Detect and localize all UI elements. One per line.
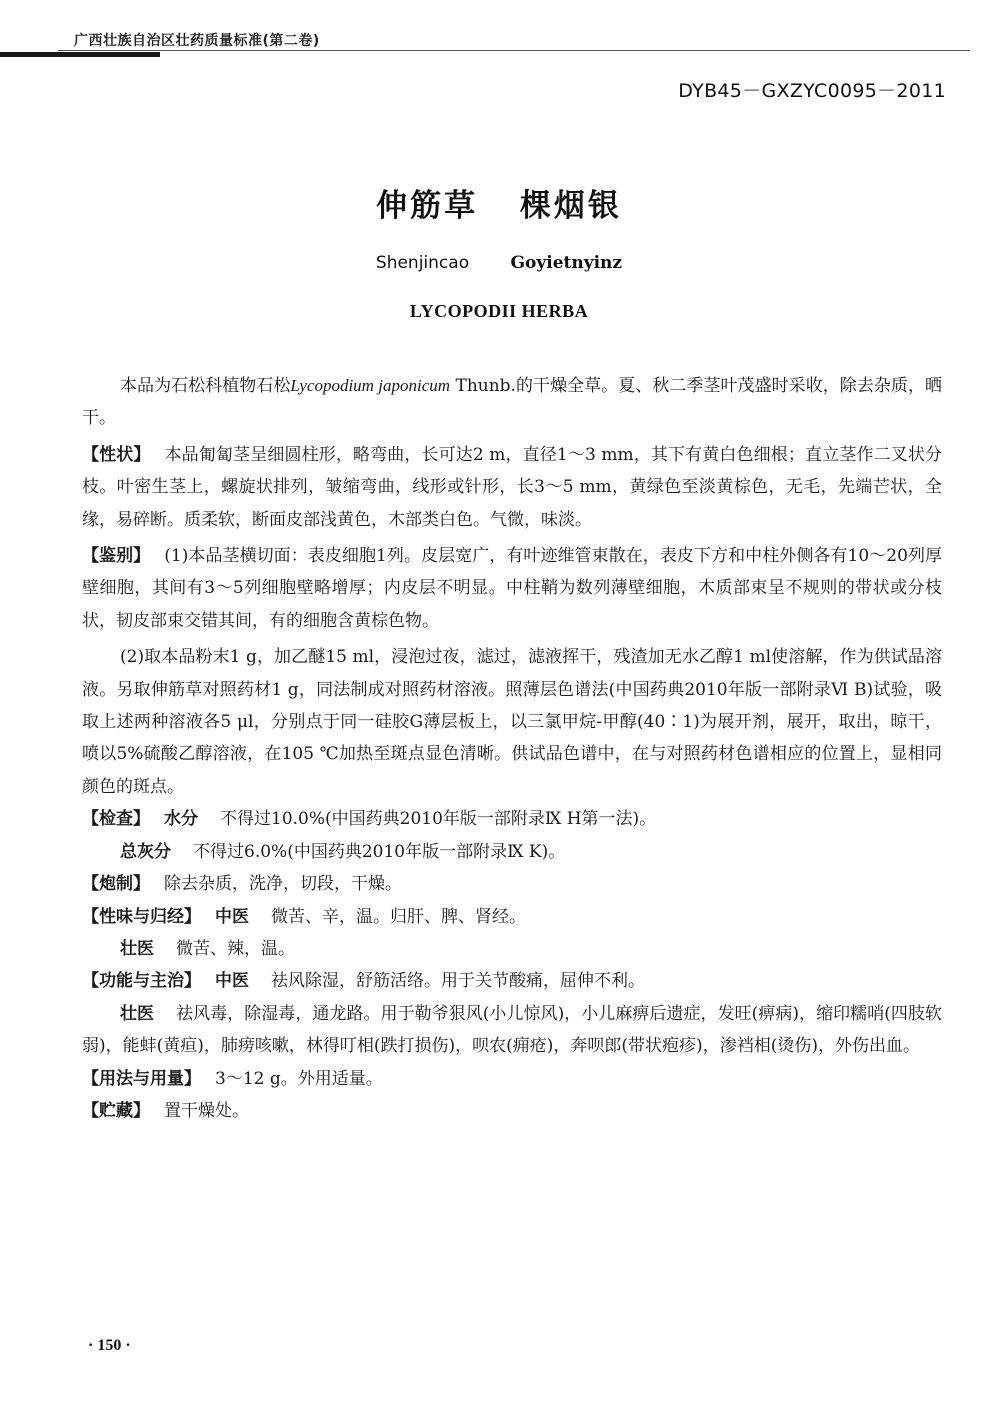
- section-function: [82, 965, 942, 997]
- section-label-property: 【性味与归经】: [82, 906, 201, 927]
- header-rule: [58, 50, 970, 51]
- species-name: Lycopodium japonicum: [290, 376, 451, 395]
- property-tcm-label: 中医: [215, 906, 249, 927]
- property-zhuang-text: 微苦、辣，温。: [176, 938, 295, 959]
- description-text: 本品匍匐茎呈细圆柱形，略弯曲，长可达2 m，直径1～3 mm，其下有黄白色细根；直立茎作二叉状分枝。叶密生茎上，螺旋状排列，皱缩弯曲，线形或针形，长3～5 mm，黄绿色至淡黄棕色，无毛，先端芒状，全缘，易碎断。质柔软，断面皮部浅黄色，木部类白色。气微，味淡。: [82, 444, 942, 530]
- zhuang-romanized-name: Goyietnyinz: [510, 253, 623, 273]
- water-label: 水分: [164, 809, 198, 830]
- identification-paragraph-2: [82, 641, 942, 803]
- standard-code: DYB45－GXZYC0095－2011: [678, 80, 946, 102]
- pinyin-name: Shenjincao: [375, 253, 470, 273]
- section-property-meridian: [82, 901, 942, 933]
- function-tcm-label: 中医: [215, 971, 249, 992]
- page-title: [0, 180, 998, 225]
- section-inspection: [82, 803, 942, 835]
- property-zhuang-line: [82, 933, 942, 965]
- romanized-names: [0, 253, 998, 273]
- total-ash-line: [82, 836, 942, 868]
- identification-text-1: (1)本品茎横切面：表皮细胞1列。皮层宽广，有叶迹维管束散在，表皮下方和中柱外侧各有10～20列厚壁细胞，其间有3～5列细胞壁略增厚；内皮层不明显。中柱鞘为数列薄壁细胞，木质部束呈不规则的带状或分枝状，韧皮部束交错其间，有的细胞含黄棕色物。: [82, 546, 943, 631]
- function-zhuang-label: 壮医: [120, 1003, 155, 1024]
- section-label-description: 【性状】: [82, 444, 151, 465]
- section-usage: [82, 1063, 942, 1095]
- page-number: · 150 ·: [88, 1337, 131, 1354]
- water-text: 不得过10.0%(中国药典2010年版一部附录Ⅸ H第一法)。: [220, 809, 657, 830]
- section-storage: [82, 1095, 942, 1127]
- section-identification: [82, 540, 942, 637]
- section-label-function: 【功能与主治】: [82, 971, 201, 992]
- property-zhuang-label: 壮医: [120, 938, 154, 959]
- running-title: 广西壮族自治区壮药质量标准(第二卷): [74, 33, 320, 49]
- section-description: [82, 439, 942, 536]
- section-label-identification: 【鉴别】: [82, 546, 151, 567]
- intro-text-before: 本品为石松科植物石松: [120, 376, 291, 396]
- monograph-body: [82, 370, 942, 1127]
- title-zhuang-name: 棵烟银: [519, 188, 622, 224]
- function-zhuang-text: 祛风毒，除湿毒，通龙路。用于勒爷狠风(小儿惊风)，小儿麻痹后遗症，发旺(痹病)，缩印糯哨(四肢软弱)，能蚌(黄疸)，肺痨咳嗽，林得叮相(跌打损伤)，呗农(痈疮)，奔呗郎(带状疱疹)，渗裆相(烫伤)，外伤出血。: [82, 1003, 942, 1057]
- identification-text-2: (2)取本品粉末1 g，加乙醚15 ml，浸泡过夜，滤过，滤液挥干，残渣加无水乙醇1 ml使溶解，作为供试品溶液。另取伸筋草对照药材1 g，同法制成对照药材溶液。照薄层色谱法(中国药典2010年版一部附录Ⅵ B)试验，吸取上述两种溶液各5 μl，分别点于同一硅胶G薄层板上，以三氯甲烷-甲醇(40∶1)为展开剂，展开，取出，晾干，喷以5%硫酸乙醇溶液，在105 ℃加热至斑点显色清晰。供试品色谱中，在与对照药材色谱相应的位置上，显相同颜色的斑点。: [82, 647, 942, 797]
- latin-name: LYCOPODII HERBA: [409, 301, 589, 321]
- running-header: [0, 26, 998, 58]
- section-processing: [82, 868, 942, 900]
- ash-label: 总灰分: [120, 841, 171, 862]
- intro-text-after: Thunb.的干燥全草。夏、秋二季茎叶茂盛时采收，除去杂质，晒干。: [82, 376, 943, 429]
- section-label-processing: 【炮制】: [82, 874, 150, 895]
- title-chinese-name: 伸筋草: [376, 188, 479, 224]
- ash-text: 不得过6.0%(中国药典2010年版一部附录Ⅸ K)。: [193, 841, 566, 862]
- function-zhuang-paragraph: [82, 998, 942, 1063]
- intro-paragraph: [82, 370, 942, 435]
- section-label-usage: 【用法与用量】: [82, 1068, 201, 1089]
- section-label-inspection: 【检查】: [82, 809, 150, 830]
- property-tcm-text: 微苦、辛，温。归肝、脾、肾经。: [271, 906, 526, 927]
- function-tcm-text: 祛风除湿，舒筋活络。用于关节酸痛，屈伸不利。: [271, 971, 645, 992]
- storage-text: 置干燥处。: [164, 1100, 249, 1121]
- usage-text: 3～12 g。外用适量。: [215, 1068, 383, 1089]
- processing-text: 除去杂质，洗净，切段，干燥。: [164, 874, 402, 895]
- header-rule-bold: [0, 52, 160, 57]
- section-label-storage: 【贮藏】: [82, 1100, 150, 1121]
